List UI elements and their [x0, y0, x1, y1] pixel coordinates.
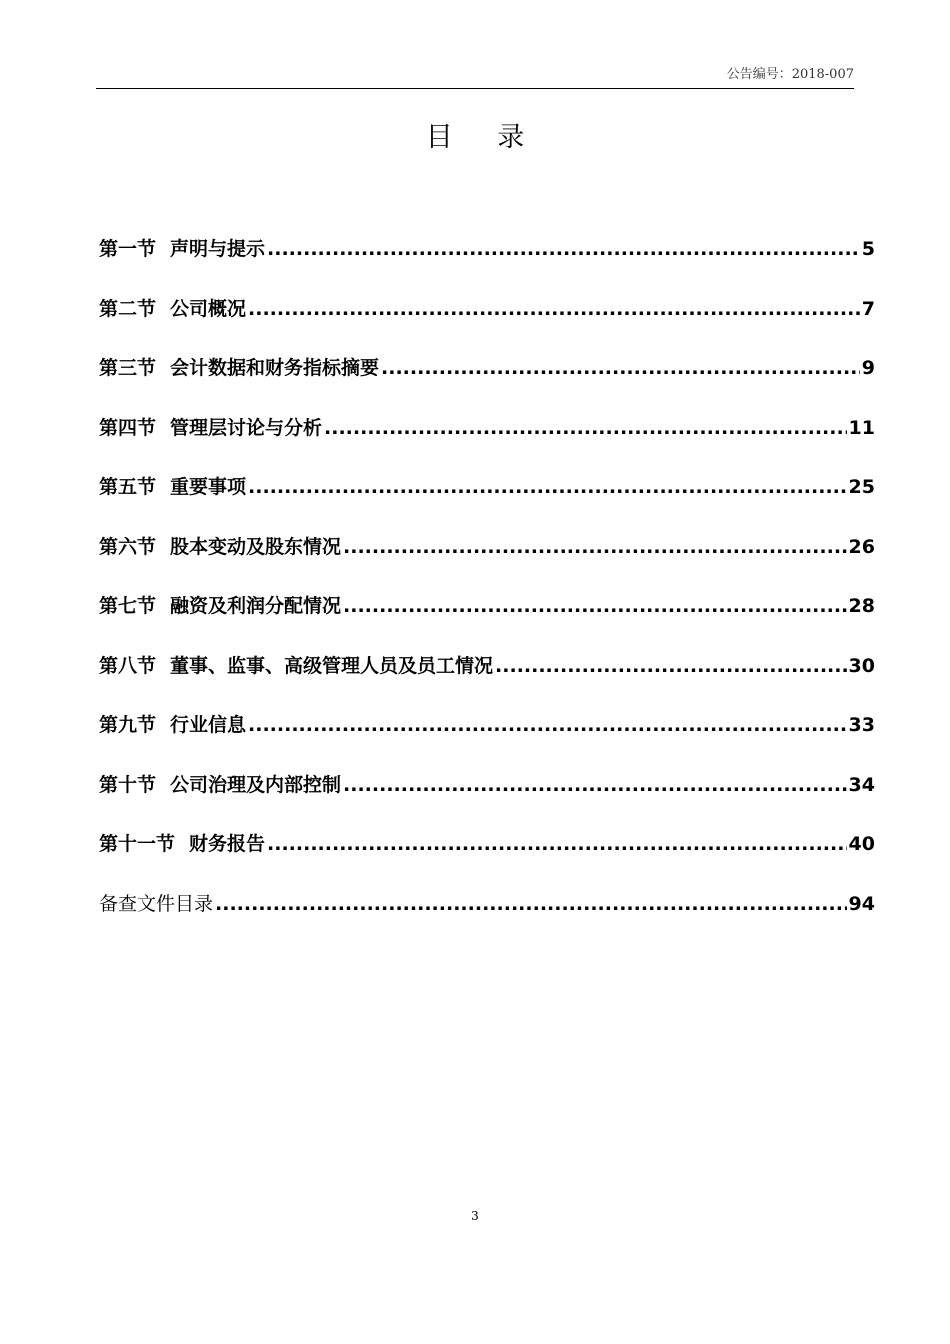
toc-page-number: 94: [848, 892, 875, 915]
toc-section-title: 董事、监事、高级管理人员及员工情况: [170, 654, 494, 677]
toc-page-number: 5: [861, 238, 875, 260]
toc-section-number: 第四节: [99, 416, 157, 439]
toc-leader-dots: [248, 468, 847, 506]
toc-leader-dots: [248, 706, 847, 744]
toc-entry[interactable]: [99, 825, 875, 885]
toc-entry[interactable]: [99, 706, 875, 766]
toc-section-title: 融资及利润分配情况: [170, 595, 342, 617]
toc-section-title: 股本变动及股东情况: [170, 535, 342, 558]
toc-section-number: 第七节: [99, 595, 157, 617]
toc-entry[interactable]: [99, 528, 875, 588]
toc-leader-dots: [343, 528, 847, 566]
toc-entry[interactable]: [99, 766, 875, 826]
toc-section-number: 第十节: [99, 773, 157, 796]
toc-section-number: 第一节: [99, 238, 157, 260]
toc-entry[interactable]: [99, 349, 875, 409]
toc-page-number: 34: [848, 773, 875, 796]
toc-page-number: 26: [848, 535, 875, 558]
toc-section-title: 备查文件目录: [99, 892, 214, 915]
page-number: 3: [471, 1209, 479, 1223]
page-title: 目 录: [425, 122, 543, 153]
toc-page-number: 11: [848, 416, 875, 439]
toc-page-number: 40: [848, 833, 875, 855]
toc-leader-dots: [267, 825, 847, 863]
toc-page-number: 7: [861, 297, 875, 320]
toc-section-number: 第八节: [99, 654, 157, 677]
toc-leader-dots: [248, 290, 860, 328]
toc-page-number: 9: [861, 357, 875, 379]
toc-entry[interactable]: [99, 468, 875, 528]
toc-leader-dots: [215, 885, 847, 923]
toc-section-number: 第二节: [99, 297, 157, 320]
toc-leader-dots: [381, 349, 860, 387]
toc-section-title: 公司治理及内部控制: [170, 773, 342, 796]
table-of-contents: [99, 230, 875, 944]
toc-leader-dots: [343, 587, 847, 625]
toc-section-number: 第九节: [99, 714, 157, 736]
toc-section-number: 第六节: [99, 535, 157, 558]
toc-entry[interactable]: [99, 647, 875, 707]
toc-entry[interactable]: [99, 290, 875, 350]
toc-section-title: 行业信息: [170, 714, 247, 736]
toc-page-number: 25: [848, 476, 875, 498]
toc-section-title: 会计数据和财务指标摘要: [170, 357, 380, 379]
toc-section-number: 第五节: [99, 476, 157, 498]
toc-leader-dots: [343, 766, 847, 804]
toc-entry[interactable]: [99, 409, 875, 469]
toc-section-title: 财务报告: [189, 833, 266, 855]
toc-entry[interactable]: [99, 230, 875, 290]
toc-section-title: 重要事项: [170, 476, 247, 498]
toc-entry[interactable]: [99, 885, 875, 945]
toc-leader-dots: [324, 409, 847, 447]
toc-page-number: 28: [848, 595, 875, 617]
toc-section-number: 第十一节: [99, 833, 176, 855]
toc-section-number: 第三节: [99, 357, 157, 379]
toc-page-number: 30: [848, 654, 875, 677]
toc-entry[interactable]: [99, 587, 875, 647]
toc-leader-dots: [495, 647, 847, 685]
toc-section-title: 公司概况: [170, 297, 247, 320]
announcement-number: 公告编号：2018-007: [726, 67, 854, 82]
toc-section-title: 声明与提示: [170, 238, 266, 260]
toc-leader-dots: [267, 230, 860, 268]
toc-section-title: 管理层讨论与分析: [170, 416, 323, 439]
header-divider: [96, 88, 854, 89]
toc-page-number: 33: [848, 714, 875, 736]
